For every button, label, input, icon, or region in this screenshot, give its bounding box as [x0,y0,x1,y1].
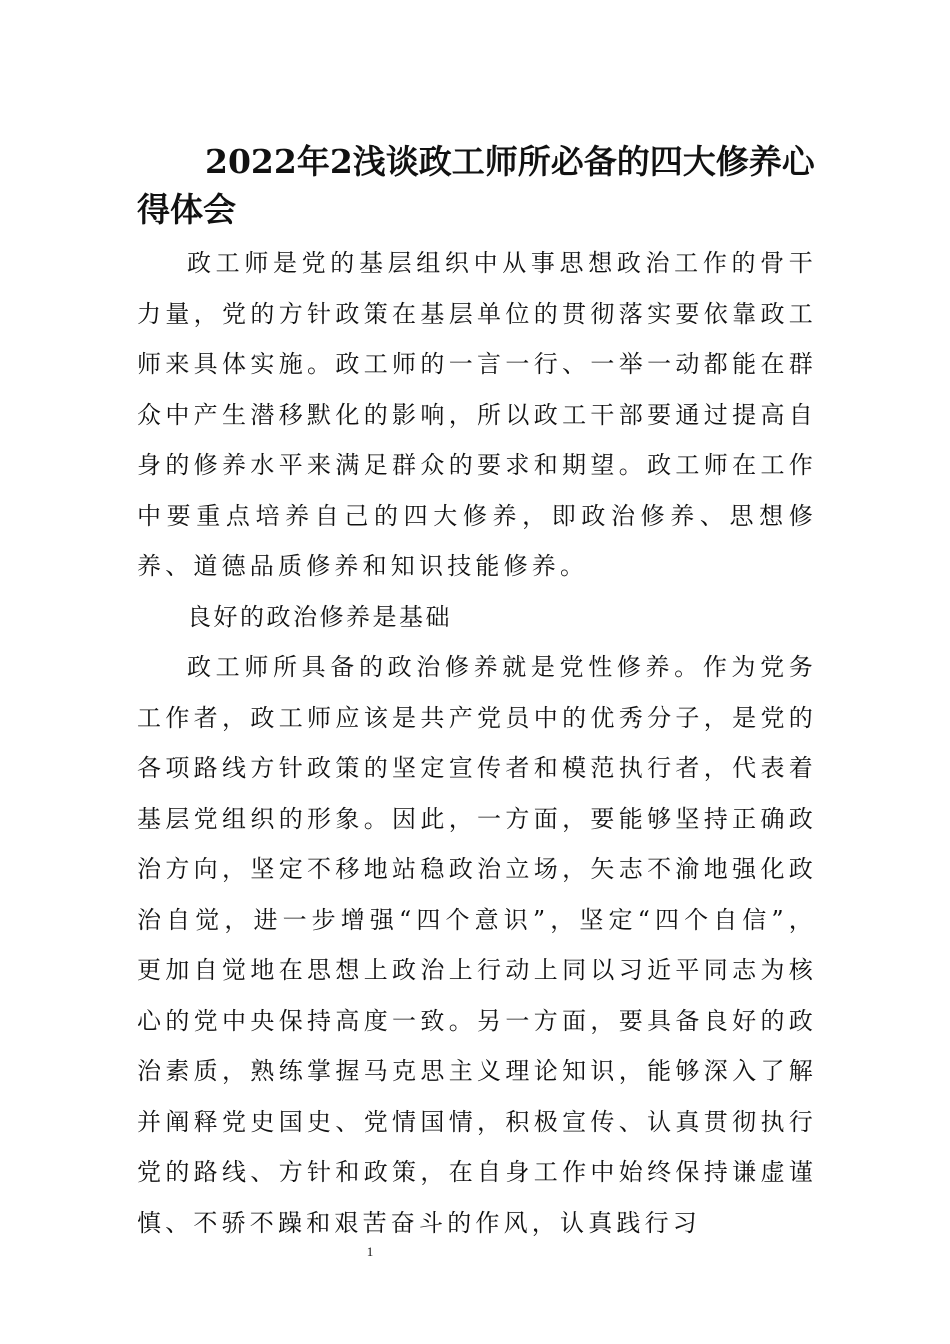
paragraph-political: 政工师所具备的政治修养就是党性修养。作为党务工作者，政工师应该是共产党员中的优秀分子，是党的各项路线方针政策的坚定宣传者和模范执行者，代表着基层党组织的形象。因此，一方面，要能够坚持正确政治方向，坚定不移地站稳政治立场，矢志不渝地强化政治自觉，进一步增强“四个意识”，坚定“四个自信”，更加自觉地在思想上政治上行动上同以习近平同志为核心的党中央保持高度一致。另一方面，要具备良好的政治素质，熟练掌握马克思主义理论知识，能够深入了解并阐释党史国史、党情国情，积极宣传、认真贯彻执行党的路线、方针和政策，在自身工作中始终保持谦虚谨慎、不骄不躁和艰苦奋斗的作风，认真践行习 [137,653,817,1237]
document-body [137,238,817,1248]
document-title: 2022年2浅谈政工师所必备的四大修养心得体会 [137,142,815,229]
page-number: 1 [366,1244,374,1259]
section-heading-political: 良好的政治修养是基础 [187,602,452,631]
paragraph-intro: 政工师是党的基层组织中从事思想政治工作的骨干力量，党的方针政策在基层单位的贯彻落实要依靠政工师来具体实施。政工师的一言一行、一举一动都能在群众中产生潜移默化的影响，所以政工干部要通过提高自身的修养水平来满足群众的要求和期望。政工师在工作中要重点培养自己的四大修养，即政治修养、思想修养、道德品质修养和知识技能修养。 [137,249,817,580]
